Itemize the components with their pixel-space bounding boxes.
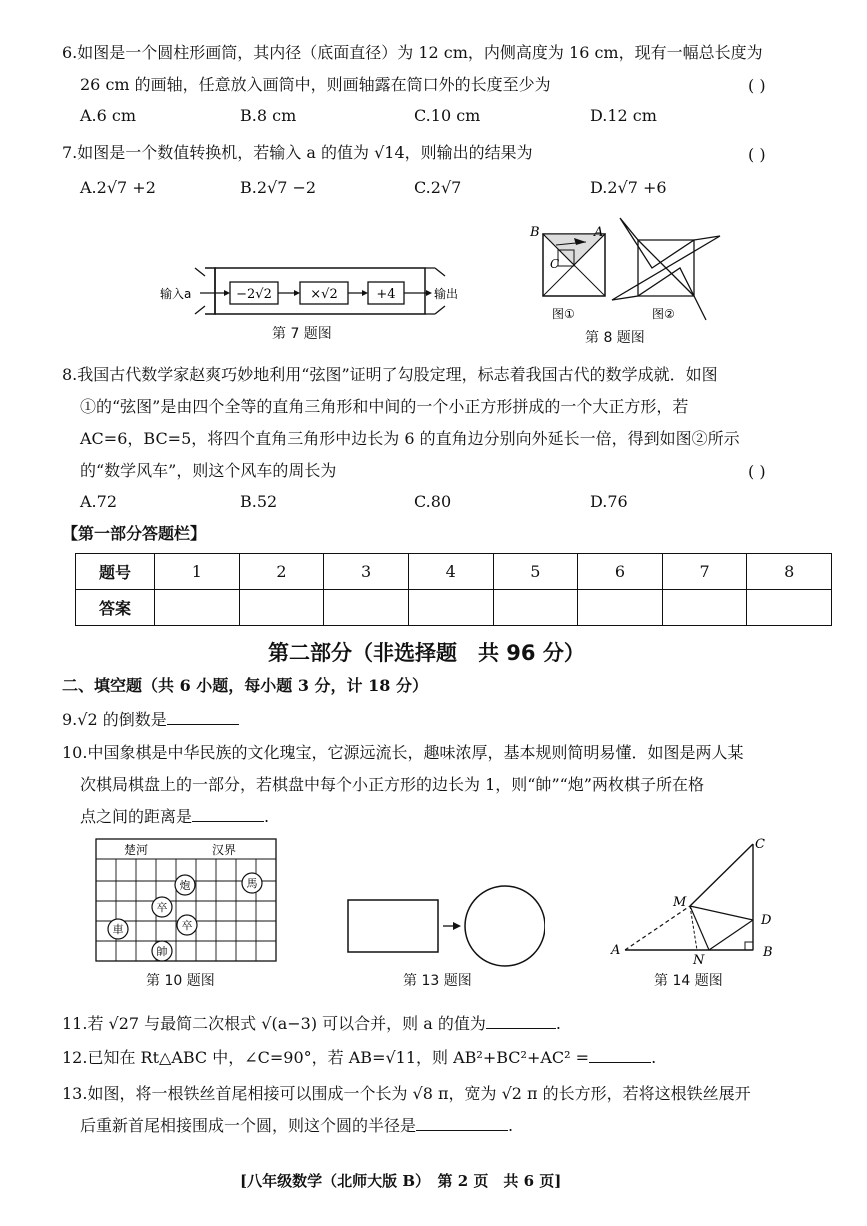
- answer-cell[interactable]: [747, 590, 832, 626]
- q9-text: 9.√2 的倒数是: [62, 709, 239, 731]
- q7-option-c: C.2√7: [414, 178, 462, 197]
- river-label-right: 汉界: [212, 843, 237, 857]
- q7-stem: 7.如图是一个数值转换机，若输入 a 的值为 √14，则输出的结果为: [62, 143, 533, 162]
- number-cell: 5: [493, 554, 578, 590]
- q7-answer-paren: ( ): [748, 145, 766, 164]
- answer-cell[interactable]: [239, 590, 324, 626]
- q6-line1: 6.如图是一个圆柱形画筒，其内径（底面直径）为 12 cm，内侧高度为 16 cm，现有一幅总长度为: [62, 43, 763, 62]
- machine-output-label: 输出: [434, 287, 459, 301]
- fig8-label-2: 图②: [652, 307, 675, 321]
- machine-box-1: −2√2: [236, 287, 272, 302]
- river-label-left: 楚河: [124, 843, 149, 857]
- q6-answer-paren: ( ): [748, 76, 766, 95]
- q7-option-b: B.2√7 −2: [240, 178, 317, 197]
- q7-option-a: A.2√7 +2: [80, 178, 156, 197]
- q8-line4: 的“数学风车”，则这个风车的周长为: [80, 461, 337, 480]
- number-cell: 2: [239, 554, 324, 590]
- figure-7-machine: [150, 262, 470, 320]
- figure-7-caption: 第 7 题图: [272, 326, 332, 342]
- machine-input-label: 输入a: [160, 287, 192, 301]
- q8-line2: ①的“弦图”是由四个全等的直角三角形和中间的一个小正方形拼成的一个大正方形，若: [80, 397, 689, 416]
- fig8-label-1: 图①: [552, 307, 575, 321]
- q11-text: 11.若 √27 与最简二次根式 √(a−3) 可以合并，则 a 的值为 .: [62, 1014, 561, 1033]
- piece-pao: 炮: [179, 879, 191, 892]
- piece-shuai: 帥: [156, 945, 168, 958]
- number-cell: 6: [578, 554, 663, 590]
- fill-in-section-heading: 二、填空题（共 6 小题，每小题 3 分，计 18 分）: [62, 676, 428, 695]
- q13-line1: 13.如图，将一根铁丝首尾相接可以围成一个长为 √8 π，宽为 √2 π 的长方形，若将这根铁丝展开: [62, 1084, 751, 1103]
- q9-blank: [167, 724, 239, 725]
- fig8-label-a: A: [594, 225, 604, 240]
- answer-cell[interactable]: [408, 590, 493, 626]
- fig8-label-b: B: [530, 225, 540, 240]
- piece-zu-2: 卒: [181, 919, 193, 932]
- fig14-label-d: D: [761, 913, 772, 928]
- fig14-label-m: M: [673, 895, 687, 910]
- figure-14-caption: 第 14 题图: [654, 973, 723, 989]
- piece-zu-1: 卒: [156, 901, 168, 914]
- q10-blank: [192, 821, 264, 822]
- q13-line2: 后重新首尾相接围成一个圆，则这个圆的半径是 .: [80, 1116, 514, 1135]
- fig14-label-a: A: [611, 943, 621, 958]
- number-cell: 3: [324, 554, 409, 590]
- figure-10-chessboard: [94, 837, 278, 967]
- q10-line3: 点之间的距离是 .: [80, 807, 270, 826]
- figure-8-caption: 第 8 题图: [585, 330, 645, 346]
- answer-table-number-row: [76, 554, 832, 590]
- q8-option-a: A.72: [80, 492, 117, 511]
- fig8-label-c: C: [550, 257, 560, 271]
- number-header: 题号: [76, 554, 155, 590]
- q10-line2: 次棋局棋盘上的一部分，若棋盘中每个小正方形的边长为 1，则“帥”“炮”两枚棋子所在格: [80, 775, 704, 794]
- answer-table-answer-row: [76, 590, 832, 626]
- part-2-title: 第二部分（非选择题 共 96 分）: [268, 641, 585, 665]
- figure-13-caption: 第 13 题图: [403, 973, 472, 989]
- machine-box-2: ×√2: [310, 287, 338, 302]
- q6-option-c: C.10 cm: [414, 106, 481, 125]
- figure-14: [605, 832, 785, 967]
- q8-line3: AC=6，BC=5，将四个直角三角形中边长为 6 的直角边分别向外延长一倍，得到如图②所示: [80, 429, 740, 448]
- q7-option-d: D.2√7 +6: [590, 178, 667, 197]
- q11-blank: [486, 1028, 556, 1029]
- q6-option-b: B.8 cm: [240, 106, 297, 125]
- fig14-label-b: B: [763, 945, 773, 960]
- q8-answer-paren: ( ): [748, 462, 766, 481]
- q8-option-d: D.76: [590, 492, 628, 511]
- q13-blank: [416, 1130, 508, 1131]
- answer-cell[interactable]: [324, 590, 409, 626]
- number-cell: 1: [155, 554, 240, 590]
- machine-box-3: +4: [376, 287, 396, 302]
- answer-header: 答案: [76, 590, 155, 626]
- figure-8: [528, 212, 728, 330]
- number-cell: 4: [408, 554, 493, 590]
- fig14-label-c: C: [755, 837, 765, 852]
- q8-option-c: C.80: [414, 492, 452, 511]
- number-cell: 7: [662, 554, 747, 590]
- q6-option-d: D.12 cm: [590, 106, 657, 125]
- number-cell: 8: [747, 554, 832, 590]
- q12-blank: [589, 1062, 651, 1063]
- answer-cell[interactable]: [578, 590, 663, 626]
- q6-line2: 26 cm 的画轴，任意放入画筒中，则画轴露在筒口外的长度至少为: [80, 75, 551, 94]
- q8-line1: 8.我国古代数学家赵爽巧妙地利用“弦图”证明了勾股定理，标志着我国古代的数学成就．如图: [62, 365, 718, 384]
- answer-table: [75, 553, 832, 626]
- answer-cell[interactable]: [155, 590, 240, 626]
- answer-cell[interactable]: [662, 590, 747, 626]
- q10-line1: 10.中国象棋是中华民族的文化瑰宝，它源远流长，趣味浓厚，基本规则简明易懂．如图是两人某: [62, 743, 744, 762]
- piece-ju: 車: [112, 923, 124, 936]
- answer-cell[interactable]: [493, 590, 578, 626]
- figure-10-caption: 第 10 题图: [146, 973, 215, 989]
- piece-ma: 馬: [246, 877, 258, 890]
- page-footer: [八年级数学（北师大版 B） 第 2 页 共 6 页]: [240, 1172, 562, 1190]
- q6-option-a: A.6 cm: [80, 106, 137, 125]
- fig14-label-n: N: [693, 953, 705, 967]
- q12-text: 12.已知在 Rt△ABC 中，∠C=90°，若 AB=√11，则 AB²+BC²+AC² = .: [62, 1048, 657, 1067]
- q8-option-b: B.52: [240, 492, 278, 511]
- figure-13: [345, 885, 545, 967]
- answer-section-title: 【第一部分答题栏】: [62, 524, 207, 543]
